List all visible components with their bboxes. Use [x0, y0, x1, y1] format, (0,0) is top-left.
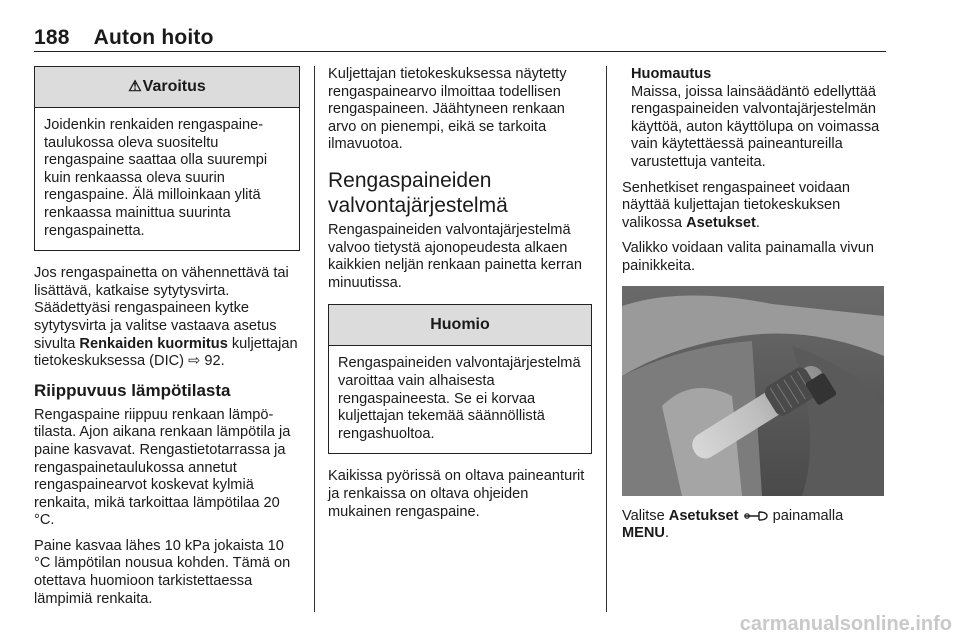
menu-button-label: MENU [622, 525, 665, 542]
header-rule [34, 51, 886, 52]
note-block [622, 66, 888, 172]
page-ref: 92. [204, 353, 225, 370]
note-text: Maissa, joissa lainsäädäntö edellyttää rengaspaineiden valvontajärjestelmän käyttöä, auton käyttölupa on voimassa vain käytettäessä paineantureilla varustettuja vanteita. [631, 83, 880, 170]
paragraph: Rengaspaineiden valvontajärjestelmä valvoo tietystä ajonopeudesta alkaen kaikkien neljän renkaan painetta kerran minuutissa. [328, 221, 582, 291]
notice-title: Huomio [329, 305, 591, 346]
note-title: Huomautus [631, 66, 712, 82]
column-2 [328, 66, 592, 529]
paragraph: Kaikissa pyörissä on oltava paineanturit ja renkaissa on oltava ohjeiden mukainen rengaspaine. [328, 468, 585, 520]
warning-box [34, 66, 300, 251]
section-heading: Rengaspaineiden valvontajärjestelmä [328, 168, 508, 217]
paragraph: Senhetkiset rengaspaineet voidaan näyttää kuljettajan tietokeskuksen valikossa Asetukset. [622, 179, 850, 231]
warning-header [35, 67, 299, 108]
paragraph: Jos rengaspainetta on vähennettävä tai lisättävä, katkaise sytytysvirta. Säädettyäsi rengaspaineen kytke sytytysvirta ja valitse vastaava asetus sivulta Renkaiden kuormitus kuljettajan tietokeskuksessa (DIC) ⇨ 92. [34, 265, 298, 370]
paragraph: Kuljettajan tietokeskuksessa näytetty rengaspainearvo ilmoittaa todellisen rengaspaineen. Jäähtyneen renkaan arvo on pienempi, eikä se tarkoita ilmavuotoa. [328, 66, 567, 153]
paragraph: Valikko voidaan valita painamalla vivun painikkeita. [622, 240, 875, 274]
page-ref-icon: ⇨ [188, 353, 201, 370]
page-header [34, 26, 214, 50]
notice-box [328, 304, 592, 454]
notice-text: Rengaspaineiden valvontajärjestelmä varoittaa vain alhaisesta rengaspaineesta. Se ei korvaa kuljettajan tekemää säännöllistä rengashuoltoa. [338, 355, 581, 442]
steering-stalk-photo [622, 286, 884, 496]
page-number: 188 [34, 26, 70, 49]
paragraph: Paine kasvaa lähes 10 kPa jokaista 10 °C lämpötilan nousua kohden. Tämä on otettava huomioon tarkistettaessa lämpimiä renkaita. [34, 537, 291, 607]
paragraph: Valitse Asetukset painamalla MENU. [622, 507, 844, 542]
menu-reference: Asetukset [686, 214, 756, 231]
column-1 [34, 66, 300, 616]
column-divider [314, 66, 315, 612]
page-title: Auton hoito [93, 26, 214, 49]
column-divider [606, 66, 607, 612]
column-3 [622, 66, 888, 551]
watermark: carmanualsonline.info [739, 613, 952, 635]
warning-text: Joidenkin renkaiden rengaspainetaulukossa oleva suositeltu rengaspaine saattaa olla suurempi kuin renkaassa oleva suurin rengaspaine. Älä milloinkaan ylitä renkaassa mainittua suurinta rengaspainetta. [44, 117, 268, 239]
paragraph: Rengaspaine riippuu renkaan lämpötilasta. Ajon aikana renkaan lämpötila ja paine kasvavat. Rengastietotarrassa ja rengaspainetaulukossa annetut rengaspainearvot koskevat kylmiä renkaita, mikä tarkoittaa lämpötilaa 20 °C. [34, 406, 291, 529]
menu-reference: Renkaiden kuormitus [79, 335, 228, 352]
menu-reference: Asetukset [668, 507, 739, 524]
wrench-icon [743, 510, 769, 522]
warning-triangle-icon: ⚠ [128, 78, 142, 95]
subheading: Riippuvuus lämpötilasta [34, 380, 231, 400]
warning-title: Varoitus [142, 78, 206, 95]
